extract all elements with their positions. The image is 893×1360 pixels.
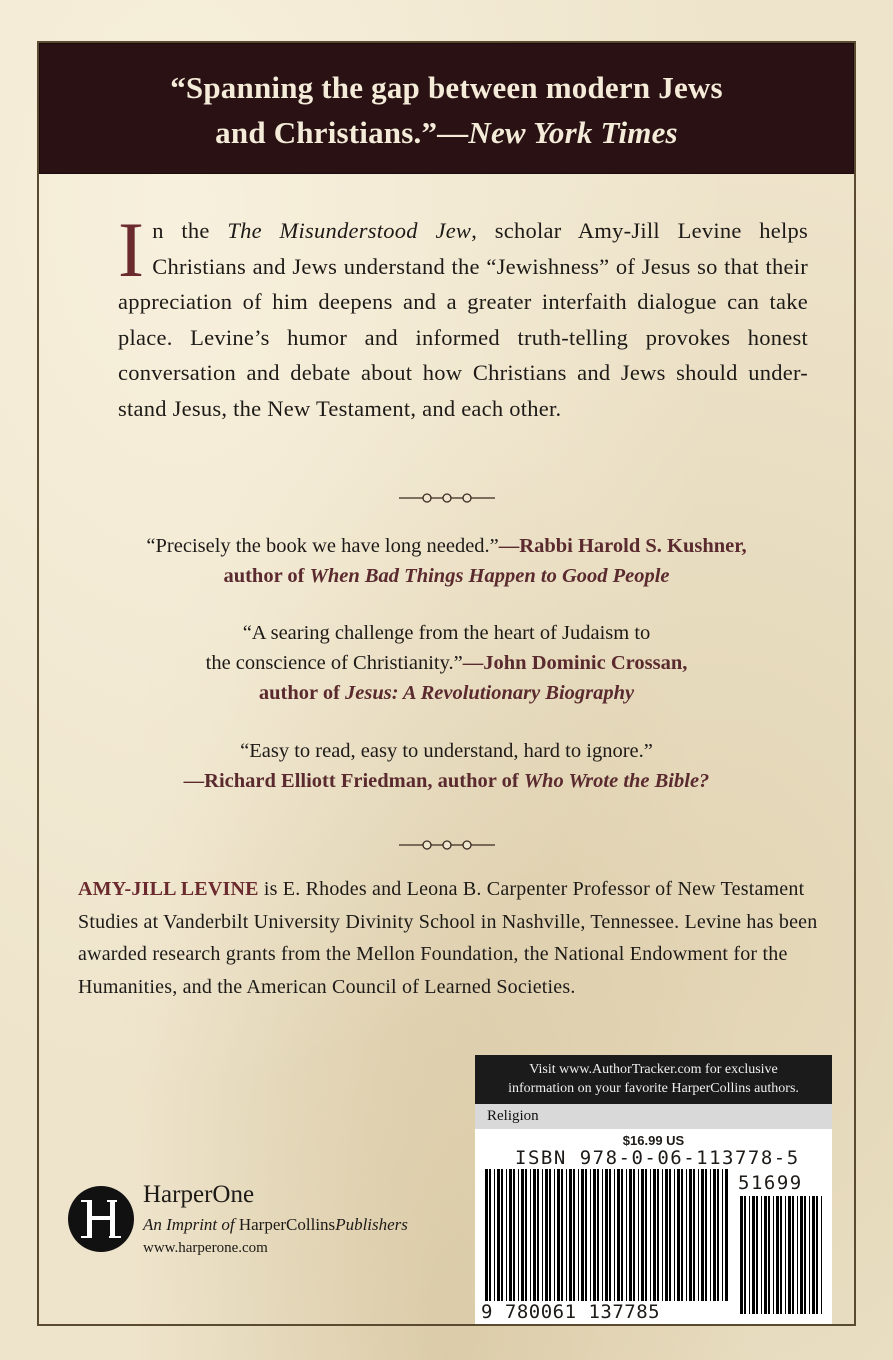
- barcode-bar: [821, 1196, 822, 1314]
- publisher-name: HarperOne: [143, 1181, 255, 1208]
- barcode-bar: [645, 1169, 647, 1301]
- banner-source: New York Times: [468, 115, 678, 150]
- barcode-bar: [800, 1196, 803, 1314]
- barcode-bar: [780, 1196, 782, 1314]
- author-name: AMY-JILL LEVINE: [78, 878, 259, 900]
- barcode-bar: [764, 1196, 767, 1314]
- barcode-bar: [662, 1169, 663, 1301]
- barcode-bar: [626, 1169, 627, 1301]
- barcode-bar: [674, 1169, 675, 1301]
- endorsement-attribution: [0, 561, 893, 591]
- barcode-bar: [722, 1169, 723, 1301]
- isbn-text: ISBN 978-0-06-113778-5: [515, 1147, 800, 1169]
- barcode-bar: [497, 1169, 500, 1301]
- endorsement-author: —Richard Elliott Friedman, author of: [183, 770, 524, 792]
- banner-line-1: “Spanning the gap between modern Jews: [170, 70, 723, 105]
- endorsement-book: When Bad Things Happen to Good People: [309, 565, 670, 587]
- endorsement-attr-prefix: author of: [258, 682, 346, 704]
- endorsement-attr-prefix: author of: [223, 565, 310, 587]
- barcode-bar: [756, 1196, 758, 1314]
- barcode-bar: [518, 1169, 519, 1301]
- barcode-bar: [533, 1169, 536, 1301]
- barcode-bar: [578, 1169, 579, 1301]
- price-code-text: 51699: [738, 1172, 803, 1194]
- barcode-bar: [689, 1169, 692, 1301]
- barcode-bar: [650, 1169, 651, 1301]
- barcode-bar: [710, 1169, 711, 1301]
- barcode-bar: [788, 1196, 791, 1314]
- barcode-bar: [590, 1169, 591, 1301]
- tracker-line-2: information on your favorite HarperCollins authors.: [508, 1081, 799, 1096]
- quote-banner: [39, 43, 854, 174]
- barcode-bar: [609, 1169, 611, 1301]
- endorsement-text-line-1: “A searing challenge from the heart of Judaism to: [242, 622, 651, 644]
- barcode-bar: [776, 1196, 779, 1314]
- imprint-suffix: Publishers: [335, 1215, 408, 1234]
- barcode-bar: [557, 1169, 560, 1301]
- barcode-bar: [638, 1169, 639, 1301]
- barcode-bar: [506, 1169, 507, 1301]
- barcode-bar: [605, 1169, 608, 1301]
- author-tracker-box: [475, 1055, 832, 1104]
- barcode-bar: [812, 1196, 815, 1314]
- tracker-line-1: Visit www.AuthorTracker.com for exclusive: [529, 1062, 778, 1077]
- description-intro: n the: [152, 218, 228, 243]
- barcode-bar: [744, 1196, 746, 1314]
- endorsement-line: [0, 531, 893, 561]
- barcode-bar: [677, 1169, 680, 1301]
- barcode-bar: [602, 1169, 603, 1301]
- barcode-bar: [617, 1169, 620, 1301]
- barcode-bar: [641, 1169, 644, 1301]
- barcode-bar: [705, 1169, 707, 1301]
- barcode-bar: [725, 1169, 728, 1301]
- author-bio: [78, 873, 818, 1003]
- barcode-bar: [573, 1169, 575, 1301]
- drop-cap: I: [118, 206, 145, 293]
- barcode-bar: [797, 1196, 798, 1314]
- barcode-bar: [489, 1169, 491, 1301]
- endorsement-attribution: [0, 678, 893, 708]
- barcode-bar: [749, 1196, 750, 1314]
- endorsement-book: Jesus: A Revolutionary Biography: [345, 682, 635, 704]
- barcode-bar: [804, 1196, 806, 1314]
- endorsement-author: —John Dominic Crossan,: [462, 652, 688, 674]
- barcode-bar: [569, 1169, 572, 1301]
- barcode-bar: [698, 1169, 699, 1301]
- publisher-imprint: [143, 1214, 408, 1236]
- barcode-bar: [585, 1169, 587, 1301]
- author-bio-text: is E. Rhodes and Leona B. Carpenter Professor of New Testament Studies at Vanderbilt University Divinity School in Nashville, Tennessee. Levine has been awarded research grants from the Mellon Foundation, the National Endowment for the Humanities, and the American Council of Learned Societies.: [78, 878, 818, 998]
- endorsement-line: [0, 648, 893, 678]
- barcode-bar: [701, 1169, 704, 1301]
- barcode-bar: [593, 1169, 596, 1301]
- barcode-bar: [681, 1169, 683, 1301]
- barcode-bar: [693, 1169, 695, 1301]
- barcode-bar: [629, 1169, 632, 1301]
- endorsement-book: Who Wrote the Bible?: [523, 770, 710, 792]
- banner-line-2-text: and Christians.”—: [215, 115, 469, 150]
- barcode-bar: [501, 1169, 503, 1301]
- publisher-url: www.harperone.com: [143, 1240, 268, 1256]
- barcode-bar: [525, 1169, 527, 1301]
- banner-quote: [39, 65, 854, 155]
- barcode-bar: [792, 1196, 794, 1314]
- barcode-bar: [752, 1196, 755, 1314]
- endorsement-kushner: [0, 531, 893, 591]
- harperone-logo-icon: [67, 1185, 135, 1253]
- barcode-bar: [669, 1169, 671, 1301]
- barcode-bar: [773, 1196, 774, 1314]
- barcode-bar: [621, 1169, 623, 1301]
- barcode-box: [475, 1129, 832, 1324]
- barcode-bar: [554, 1169, 555, 1301]
- description-book-title: The Misunderstood Jew: [227, 218, 472, 243]
- barcode-bar: [597, 1169, 599, 1301]
- barcode-bar: [513, 1169, 515, 1301]
- barcode-bar: [581, 1169, 584, 1301]
- description-body: , scholar Amy-Jill Levine helps Christians and Jews understand the “Jewishness” of Jesus so that their appreciation of him deepens and a greater interfaith dialogue can take place. Levine’s humor and informed truth-telling provokes honest conversation and debate about how Christians and Jews should under-stand Jesus, the New Testament, and each other.: [118, 218, 808, 421]
- barcode-bar: [542, 1169, 543, 1301]
- price-barcode-icon: [738, 1196, 826, 1314]
- barcode-bar: [509, 1169, 512, 1301]
- banner-line-2: [39, 110, 854, 155]
- imprint-prefix: An Imprint of: [143, 1215, 239, 1234]
- barcode-bar: [768, 1196, 770, 1314]
- endorsement-text: “Precisely the book we have long needed.”: [146, 535, 499, 557]
- barcode-bar: [521, 1169, 524, 1301]
- barcode-bar: [665, 1169, 668, 1301]
- endorsement-text-line-2: the conscience of Christianity.”: [205, 652, 463, 674]
- barcode-bar: [713, 1169, 716, 1301]
- barcode-bar: [494, 1169, 495, 1301]
- barcode-bar: [549, 1169, 551, 1301]
- barcode-bar: [633, 1169, 635, 1301]
- barcode-bar: [537, 1169, 539, 1301]
- barcode-bar: [686, 1169, 687, 1301]
- price-label: $16.99 US: [622, 1133, 685, 1148]
- endorsement-attribution: [0, 766, 893, 796]
- barcode-bar: [545, 1169, 548, 1301]
- endorsement-friedman: [0, 736, 893, 796]
- barcode-bar: [614, 1169, 615, 1301]
- endorsement-author: —Rabbi Harold S. Kushner,: [498, 535, 747, 557]
- ornament-divider-icon: [397, 491, 497, 505]
- category-label: Religion: [475, 1104, 832, 1129]
- ean-digits-text: 9 780061 137785: [481, 1301, 661, 1323]
- book-description: [118, 206, 808, 426]
- barcode-bar: [485, 1169, 488, 1301]
- barcode-bar: [761, 1196, 762, 1314]
- barcode-bar: [657, 1169, 659, 1301]
- barcode-bar: [785, 1196, 786, 1314]
- barcode-bar: [740, 1196, 743, 1314]
- endorsement-crossan: [0, 618, 893, 708]
- ornament-divider-icon: [397, 838, 497, 852]
- barcode-bar: [816, 1196, 818, 1314]
- imprint-name: HarperCollins: [238, 1215, 336, 1234]
- ean-barcode-icon: [483, 1169, 731, 1301]
- barcode-bar: [717, 1169, 719, 1301]
- barcode-bar: [653, 1169, 656, 1301]
- barcode-bar: [530, 1169, 531, 1301]
- barcode-bar: [809, 1196, 810, 1314]
- barcode-bar: [566, 1169, 567, 1301]
- barcode-bar: [561, 1169, 563, 1301]
- endorsement-text: “Easy to read, easy to understand, hard to ignore.”: [240, 740, 653, 762]
